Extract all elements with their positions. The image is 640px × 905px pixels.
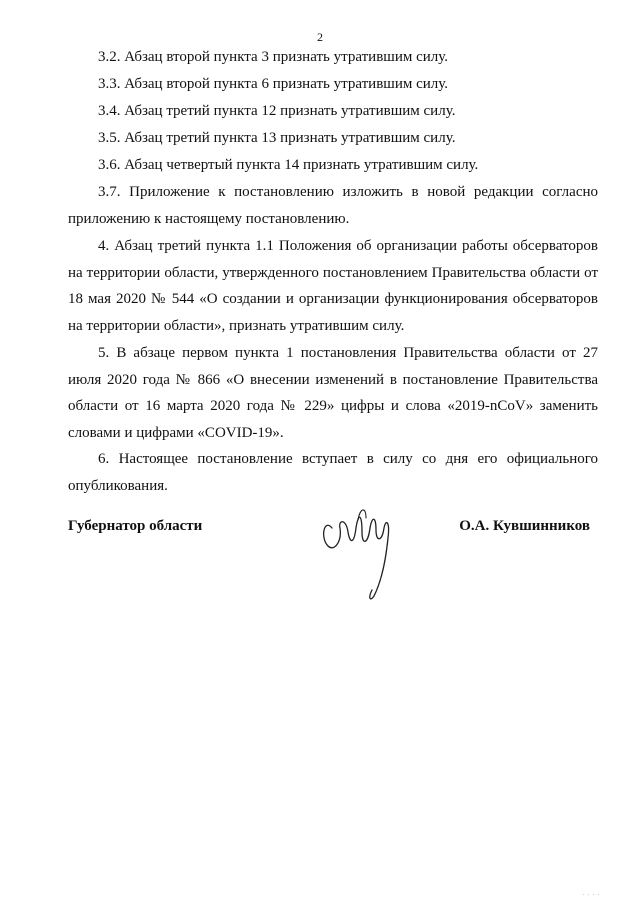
- signer-name: О.А. Кувшинников: [459, 518, 590, 534]
- scan-mark: . . . .: [582, 891, 600, 897]
- paragraph-6: 6. Настоящее постановление вступает в силу со дня его официального опубликования.: [68, 451, 598, 494]
- list-item: 3.4. Абзац третий пункта 12 признать утратившим силу.: [98, 103, 456, 119]
- paragraph-5: 5. В абзаце первом пункта 1 постановления Правительства области от 27 июля 2020 года № 866 «О внесении изменений в постановление Правительства области от 16 марта 2020 года № 229» цифры и слова «2019-nCoV» заменить словами и цифрами «COVID-19».: [68, 345, 598, 441]
- page-number: 2: [317, 30, 323, 44]
- list-item: 3.2. Абзац второй пункта 3 признать утратившим силу.: [98, 49, 449, 65]
- list-item: 3.5. Абзац третий пункта 13 признать утратившим силу.: [98, 130, 456, 146]
- paragraph-4: 4. Абзац третий пункта 1.1 Положения об организации работы обсерваторов на территории области, утвержденного постановлением Правительства области от 18 мая 2020 № 544 «О создании и организации функционирования обсерваторов на территории области», признать утратившим силу.: [68, 238, 598, 334]
- short-items-list: [68, 44, 598, 179]
- list-item: 3.3. Абзац второй пункта 6 признать утратившим силу.: [98, 76, 449, 92]
- signer-role: Губернатор области: [68, 518, 203, 534]
- paragraph-3-7: 3.7. Приложение к постановлению изложить в новой редакции согласно приложению к настоящему постановлению.: [68, 184, 598, 227]
- handwritten-signature-icon: [318, 498, 408, 608]
- list-item: 3.6. Абзац четвертый пункта 14 признать утратившим силу.: [98, 157, 479, 173]
- signature-block: [68, 510, 598, 610]
